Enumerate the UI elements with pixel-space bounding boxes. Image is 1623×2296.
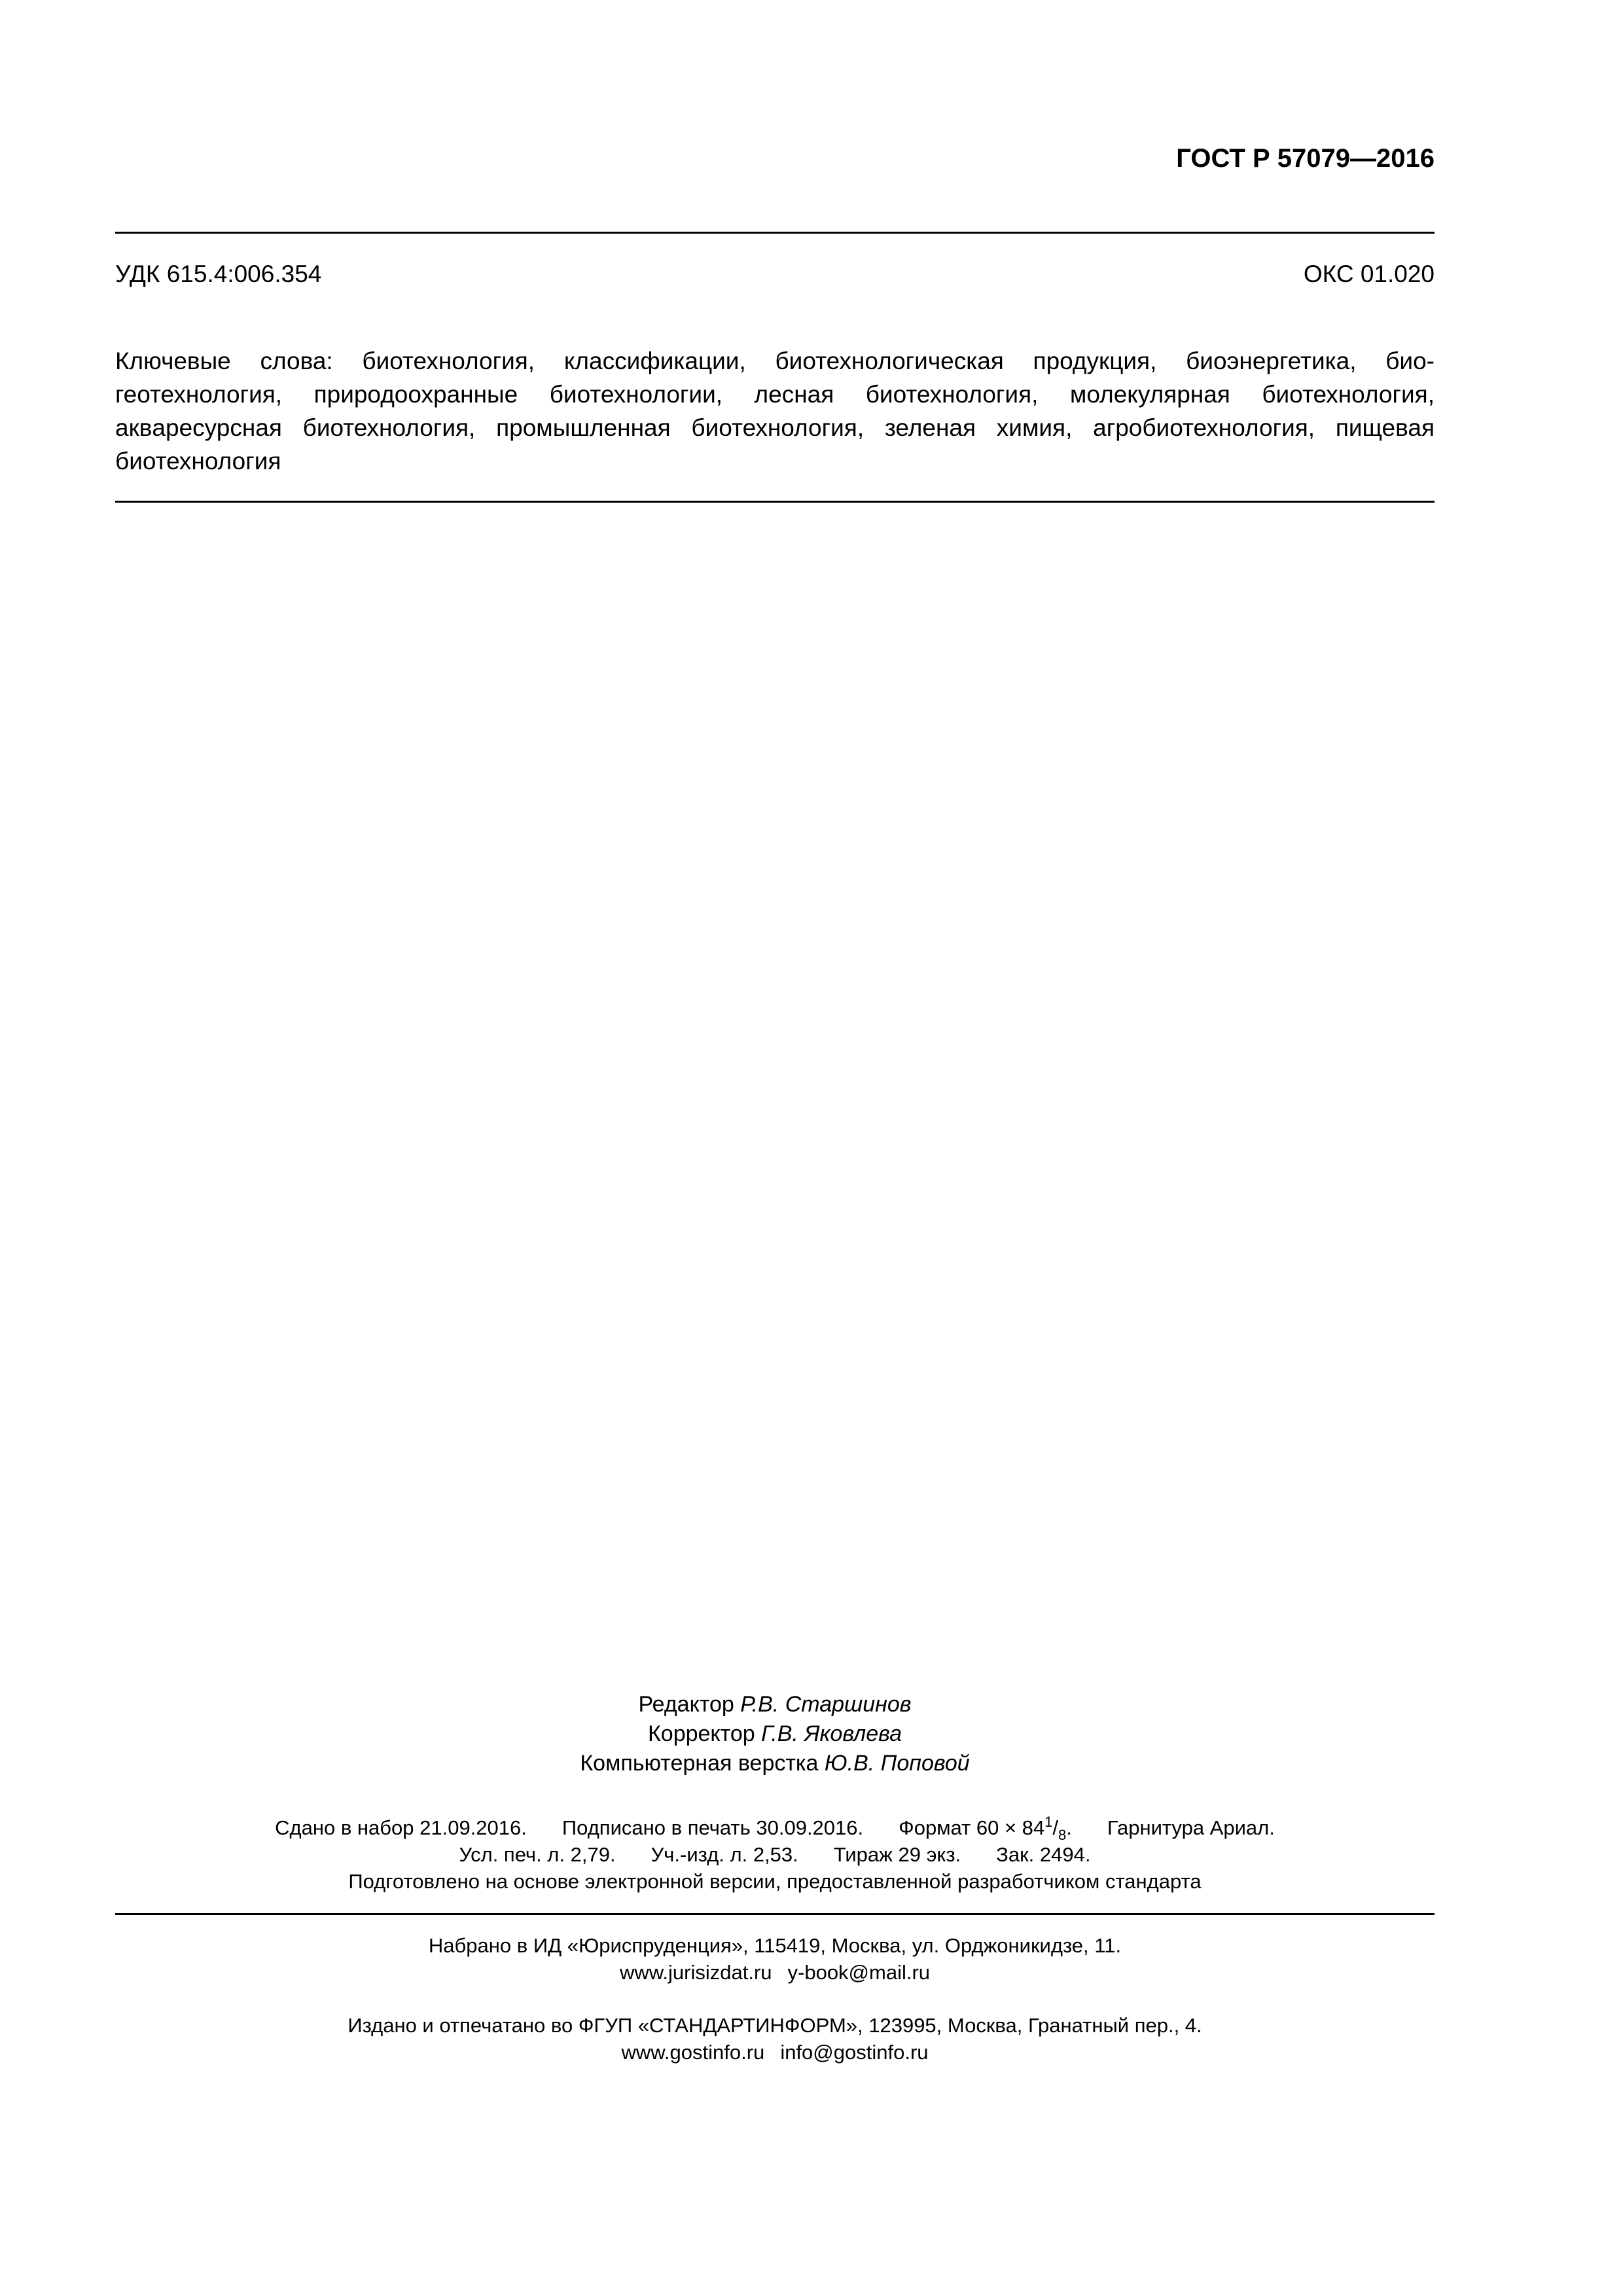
- keywords-paragraph: Ключевые слова: биотехнология, классификации, биотехнологическая продукция, биоэнергетика, био-геотехнология, природоохранные биотехнологии, лесная биотехнология, молекулярная биотехнология, аквaресурсная биотехнология, промышленная биотехнология, зеленая химия, агробиотехнология, пищевая биотехнология: [115, 348, 1435, 475]
- layout-label: Компьютерная верстка: [580, 1751, 819, 1776]
- circulation: Тираж 29 экз.: [833, 1843, 961, 1866]
- typeset-info: [115, 1932, 1435, 1986]
- editor-name: Р.В. Старшинов: [740, 1692, 912, 1717]
- typeset-contacts: [115, 1959, 1435, 1986]
- udk-code: УДК 615.4:006.354: [115, 260, 322, 287]
- order-number: Зак. 2494.: [996, 1843, 1091, 1866]
- print-details-line-2: [115, 1841, 1435, 1868]
- editor-label: Редактор: [638, 1692, 734, 1717]
- paper-format: Формат $60 \times 84^1/_8$.: [899, 1814, 1072, 1843]
- publishing-sheets: Уч.-изд. л. 2,53.: [651, 1843, 798, 1866]
- oks-code: ОКС 01.020: [1303, 260, 1435, 287]
- top-divider: [115, 232, 1435, 234]
- credits-block: [115, 1690, 1435, 1778]
- typeset-email[interactable]: y-book@mail.ru: [787, 1961, 931, 1984]
- publisher-info: [115, 2012, 1435, 2066]
- typeset-text: Набрано в ИД «Юриспруденция», 115419, Москва, ул. Орджоникидзе, 11.: [428, 1934, 1122, 1957]
- publisher-contacts: [115, 2039, 1435, 2066]
- editor-line: [115, 1690, 1435, 1719]
- corrector-label: Корректор: [647, 1721, 755, 1746]
- corrector-name: Г.В. Яковлева: [761, 1721, 902, 1746]
- prepared-note: Подготовлено на основе электронной версии, предоставленной разработчиком стандарта: [348, 1870, 1202, 1893]
- corrector-line: [115, 1719, 1435, 1749]
- print-sheets: Усл. печ. л. 2,79.: [459, 1843, 616, 1866]
- layout-name: Ю.В. Поповой: [824, 1751, 970, 1776]
- print-details: [115, 1814, 1435, 1895]
- publisher-website[interactable]: www.gostinfo.ru: [621, 2041, 765, 2064]
- signed-date: Подписано в печать 30.09.2016.: [562, 1816, 864, 1839]
- imprint-divider: [115, 1913, 1435, 1915]
- layout-line: [115, 1749, 1435, 1778]
- standard-number: ГОСТ Р 57079—2016: [1176, 144, 1435, 173]
- publisher-email[interactable]: info@gostinfo.ru: [780, 2041, 929, 2064]
- typeface: Гарнитура Ариал.: [1107, 1816, 1275, 1839]
- typeset-website[interactable]: www.jurisizdat.ru: [619, 1961, 772, 1984]
- publisher-text: Издано и отпечатано во ФГУП «СТАНДАРТИНФОРМ», 123995, Москва, Гранатный пер., 4.: [348, 2014, 1202, 2037]
- keywords-divider: [115, 501, 1435, 503]
- submitted-date: Сдано в набор 21.09.2016.: [275, 1816, 527, 1839]
- print-details-line-1: [115, 1814, 1435, 1841]
